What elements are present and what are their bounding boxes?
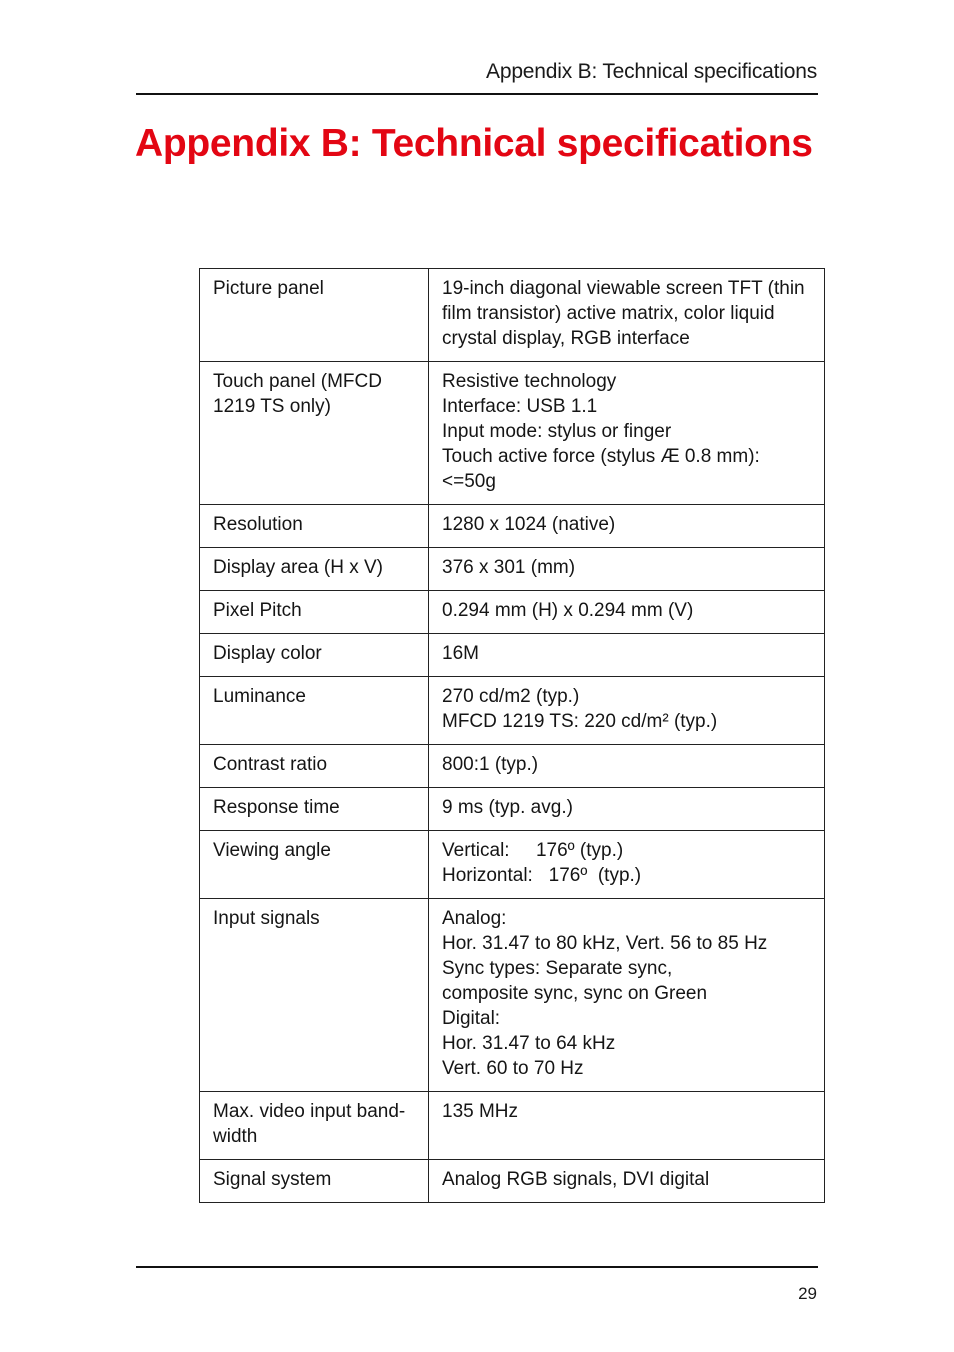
spec-label-line: width: [213, 1126, 258, 1147]
spec-value-line: Horizontal: 176º (typ.): [442, 865, 642, 886]
spec-row: [200, 899, 825, 1092]
spec-table-body: [200, 269, 825, 1203]
spec-value-line: Hor. 31.47 to 80 kHz, Vert. 56 to 85 Hz: [442, 933, 768, 954]
spec-value-cell: [429, 634, 825, 677]
spec-label-cell: [200, 269, 429, 362]
spec-label-cell: [200, 788, 429, 831]
spec-value-cell: [429, 788, 825, 831]
spec-value-line: 16M: [442, 643, 479, 664]
spec-label-cell: [200, 899, 429, 1092]
spec-value-line: 135 MHz: [442, 1101, 519, 1122]
spec-value-line: 0.294 mm (H) x 0.294 mm (V): [442, 600, 694, 621]
spec-label-cell: [200, 745, 429, 788]
spec-label-cell: [200, 548, 429, 591]
spec-row: [200, 1092, 825, 1160]
header-rule: [136, 93, 818, 95]
spec-value-cell: [429, 677, 825, 745]
spec-row: [200, 745, 825, 788]
spec-value-line: composite sync, sync on Green: [442, 983, 708, 1004]
spec-value-line: 800:1 (typ.): [442, 754, 539, 775]
spec-label-line: Contrast ratio: [213, 754, 328, 775]
spec-value-line: 1280 x 1024 (native): [442, 514, 616, 535]
spec-value-line: Hor. 31.47 to 64 kHz: [442, 1033, 616, 1054]
spec-value-line: Touch active force (stylus Æ 0.8 mm):: [442, 446, 760, 467]
spec-value-line: Interface: USB 1.1: [442, 396, 598, 417]
spec-value-cell: [429, 269, 825, 362]
spec-value-cell: [429, 591, 825, 634]
spec-label-cell: [200, 831, 429, 899]
spec-row: [200, 831, 825, 899]
spec-value-cell: [429, 899, 825, 1092]
spec-value-line: Vert. 60 to 70 Hz: [442, 1058, 584, 1079]
running-header: Appendix B: Technical specifications: [486, 60, 817, 83]
spec-row: [200, 1160, 825, 1203]
spec-row: [200, 677, 825, 745]
spec-label-line: Display color: [213, 643, 322, 664]
spec-value-cell: [429, 548, 825, 591]
spec-label-cell: [200, 634, 429, 677]
spec-label-line: Touch panel (MFCD: [213, 371, 382, 392]
spec-label-cell: [200, 677, 429, 745]
spec-label-cell: [200, 1092, 429, 1160]
spec-value-cell: [429, 1092, 825, 1160]
spec-value-cell: [429, 1160, 825, 1203]
spec-value-line: 270 cd/m2 (typ.): [442, 686, 580, 707]
spec-label-line: Signal system: [213, 1169, 332, 1190]
spec-label-cell: [200, 1160, 429, 1203]
spec-label-cell: [200, 362, 429, 505]
page-title: Appendix B: Technical specifications: [135, 122, 813, 165]
spec-value-line: Input mode: stylus or finger: [442, 421, 672, 442]
spec-row: [200, 548, 825, 591]
spec-row: [200, 269, 825, 362]
spec-value-line: <=50g: [442, 471, 496, 492]
spec-label-line: Resolution: [213, 514, 303, 535]
spec-value-line: Resistive technology: [442, 371, 617, 392]
spec-row: [200, 505, 825, 548]
spec-row: [200, 788, 825, 831]
spec-value-line: MFCD 1219 TS: 220 cd/m² (typ.): [442, 711, 718, 732]
spec-value-cell: [429, 505, 825, 548]
spec-value-line: Vertical: 176º (typ.): [442, 840, 624, 861]
spec-label-line: Input signals: [213, 908, 320, 929]
spec-value-line: 376 x 301 (mm): [442, 557, 576, 578]
spec-value-line: Digital:: [442, 1008, 501, 1029]
spec-label-cell: [200, 505, 429, 548]
spec-value-line: Sync types: Separate sync,: [442, 958, 673, 979]
spec-value-line: Analog RGB signals, DVI digital: [442, 1169, 710, 1190]
spec-label-line: Response time: [213, 797, 340, 818]
spec-table: [199, 268, 825, 1203]
footer-rule: [136, 1266, 818, 1268]
spec-value-line: Analog:: [442, 908, 507, 929]
spec-value-line: 9 ms (typ. avg.): [442, 797, 573, 818]
spec-label-line: 1219 TS only): [213, 396, 331, 417]
spec-value-line: crystal display, RGB interface: [442, 328, 690, 349]
spec-label-cell: [200, 591, 429, 634]
spec-label-line: Luminance: [213, 686, 306, 707]
spec-label-line: Viewing angle: [213, 840, 331, 861]
page-number: 29: [798, 1284, 817, 1303]
spec-value-cell: [429, 831, 825, 899]
spec-value-line: 19-inch diagonal viewable screen TFT (thin: [442, 278, 805, 299]
spec-label-line: Max. video input band-: [213, 1101, 406, 1122]
spec-value-line: film transistor) active matrix, color liquid: [442, 303, 775, 324]
spec-label-line: Display area (H x V): [213, 557, 383, 578]
spec-value-cell: [429, 362, 825, 505]
spec-value-cell: [429, 745, 825, 788]
spec-row: [200, 591, 825, 634]
spec-row: [200, 634, 825, 677]
spec-row: [200, 362, 825, 505]
spec-label-line: Pixel Pitch: [213, 600, 302, 621]
spec-label-line: Picture panel: [213, 278, 324, 299]
